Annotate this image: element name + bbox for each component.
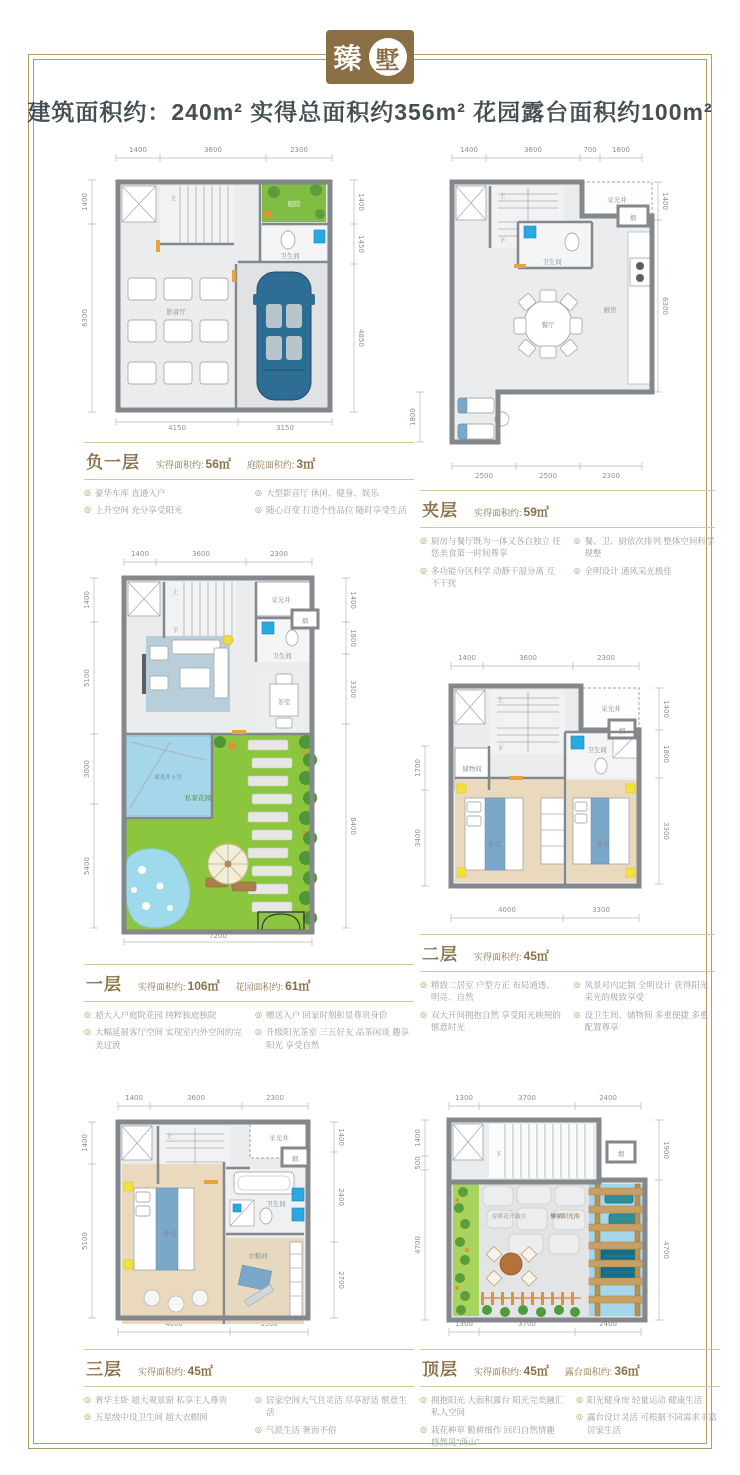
feature-item: ◎ 居家空间大气且灵活 尽享舒适 惬意生活 xyxy=(255,1395,407,1418)
feature-item: ◎ 大幅延展客厅空间 实现室内外空间的完美过渡 xyxy=(84,1027,242,1050)
svg-text:5100: 5100 xyxy=(83,669,91,687)
bullet-icon: ◎ xyxy=(255,505,262,515)
wardrobe xyxy=(541,798,565,864)
bullet-icon: ◎ xyxy=(255,488,262,497)
first-floor-info: 一层 实得面积约: 106㎡ 花园面积约: 61㎡ ◎ 超大入户庭院花园 纯粹独庭独院 ◎ 大幅延展客厅空间 实现室内外空间的完美过渡 ◎ 赠送入户 回家时刻彰显尊贵身价 ◎ 升级阳光茶室 三五好友 品茶闲谈 趣享阳光 享受自然 xyxy=(84,964,414,1051)
floorplan-first-floor xyxy=(80,546,358,951)
svg-text:1400: 1400 xyxy=(337,1128,345,1146)
car xyxy=(253,272,315,400)
floor-name: 负一层 xyxy=(86,453,140,472)
svg-text:6300: 6300 xyxy=(81,309,89,327)
svg-text:2400: 2400 xyxy=(337,1188,345,1206)
svg-text:烟: 烟 xyxy=(291,1155,299,1163)
feature-item: ◎ 五星级中设卫生间 超大衣帽间 xyxy=(84,1412,208,1423)
svg-text:上: 上 xyxy=(499,192,506,200)
svg-text:1400: 1400 xyxy=(125,1094,143,1102)
feature-item: ◎ 阳光健身房 轻量运动 健康生活 xyxy=(576,1395,703,1405)
svg-text:卫生间: 卫生间 xyxy=(587,746,607,754)
svg-text:卧室: 卧室 xyxy=(596,840,610,848)
feature-item: ◎ 随心百变 打造个性品位 随时享受生活 xyxy=(255,505,407,516)
washbasin-icon xyxy=(571,736,584,749)
svg-text:影音厅: 影音厅 xyxy=(166,308,186,316)
svg-text:1400: 1400 xyxy=(460,146,478,154)
washbasin-icon xyxy=(292,1208,304,1221)
svg-text:烟: 烟 xyxy=(617,1150,625,1158)
feature-item: ◎ 精致二居室 户型方正 布局通透、明亮、自然 xyxy=(420,980,555,1003)
floor-name: 夹层 xyxy=(422,501,458,520)
svg-text:1450: 1450 xyxy=(357,235,365,253)
feature-item: ◎ 升级阳光茶室 三五好友 品茶闲谈 趣享阳光 享受自然 xyxy=(255,1027,410,1050)
svg-text:上: 上 xyxy=(172,588,179,596)
bullet-icon: ◎ xyxy=(255,1027,262,1037)
bullet-icon: ◎ xyxy=(255,1424,262,1434)
bullet-icon: ◎ xyxy=(573,565,581,575)
roof-terrace-info: 顶层 实得面积约: 45㎡ 露台面积约: 36㎡ ◎ 拥抱阳光 大面积露台 阳光完美融汇私人空间 ◎ 栽花种草 勤耕细作 回归自然情趣 悠然见“西山” ◎ 阳光健身房 轻量运动 健康生活 ◎ 露台设计灵活 可根据不同需求丰富居家生活 xyxy=(420,1349,720,1448)
svg-text:1400: 1400 xyxy=(349,591,357,609)
svg-text:3700: 3700 xyxy=(518,1320,536,1328)
svg-text:1300: 1300 xyxy=(455,1320,473,1328)
feature-item: ◎ 奢华主卧 超大观景窗 私享主人尊贵 xyxy=(84,1395,228,1405)
feature-item: ◎ 赠送入户 回家时刻彰显尊贵身价 xyxy=(255,1010,388,1020)
svg-text:3600: 3600 xyxy=(524,146,542,154)
svg-text:8400: 8400 xyxy=(349,817,357,835)
svg-text:7200: 7200 xyxy=(209,932,227,940)
bullet-icon: ◎ xyxy=(573,980,581,989)
floorplan-third-floor xyxy=(78,1092,346,1344)
svg-text:餐厅: 餐厅 xyxy=(541,321,555,329)
svg-text:上: 上 xyxy=(166,1132,173,1140)
svg-text:1400: 1400 xyxy=(662,700,670,718)
page-title: 建筑面积约：240m² 实得总面积约356m² 花园露台面积约100m² xyxy=(27,99,713,125)
bullet-icon: ◎ xyxy=(420,1395,427,1404)
svg-text:2300: 2300 xyxy=(597,654,615,662)
svg-text:1400: 1400 xyxy=(131,550,149,558)
svg-text:1400: 1400 xyxy=(458,654,476,662)
svg-text:茶室: 茶室 xyxy=(277,698,291,706)
svg-text:3700: 3700 xyxy=(518,1094,536,1102)
dining-table xyxy=(514,290,582,358)
bullet-icon: ◎ xyxy=(255,1395,262,1404)
bullet-icon: ◎ xyxy=(573,1009,581,1019)
svg-text:1800: 1800 xyxy=(409,408,417,426)
bullet-icon: ◎ xyxy=(84,1010,91,1019)
toilet-icon xyxy=(260,1208,272,1224)
svg-text:4700: 4700 xyxy=(662,1241,670,1259)
bed-1 xyxy=(465,798,523,870)
svg-text:2500: 2500 xyxy=(475,472,493,480)
svg-text:2400: 2400 xyxy=(599,1320,617,1328)
brand-logo xyxy=(326,30,414,84)
floor-name: 二层 xyxy=(422,945,458,964)
floorplan-mezzanine xyxy=(406,140,674,485)
svg-text:上: 上 xyxy=(497,696,504,704)
svg-text:2400: 2400 xyxy=(599,1094,617,1102)
svg-text:客厅: 客厅 xyxy=(185,673,199,681)
floorplan-roof-terrace xyxy=(413,1092,671,1344)
svg-text:厨房: 厨房 xyxy=(603,306,617,314)
toilet-icon xyxy=(286,630,298,646)
pergola xyxy=(589,1184,643,1316)
logo-char-shu: 墅 xyxy=(375,46,400,74)
svg-text:懒躺阳光浴: 懒躺阳光浴 xyxy=(550,1214,580,1220)
svg-text:春暖花开露台: 春暖花开露台 xyxy=(491,1214,527,1220)
bathtub-icon xyxy=(234,1172,294,1194)
svg-text:2300: 2300 xyxy=(290,146,308,154)
feature-item: ◎ 设卫生间、储物间 多重便捷 多重配置尊享 xyxy=(573,1009,709,1032)
svg-text:1400: 1400 xyxy=(357,193,365,211)
feature-item: ◎ 风景对内定制 全明设计 获得阳光采光的极致享受 xyxy=(573,980,709,1003)
basement-info: 负一层 实得面积约: 56㎡ 庭院面积约: 3㎡ ◎ 豪华车库 直通入户 ◎ 上升空间 充分享受阳光 ◎ 大型影音厅 休闲、健身、娱乐 ◎ 随心百变 打造个性品位 随时享受生活 xyxy=(84,442,414,517)
svg-text:卫生间: 卫生间 xyxy=(280,252,300,260)
svg-text:1700: 1700 xyxy=(414,759,422,777)
floor-name: 三层 xyxy=(86,1360,122,1379)
svg-text:3600: 3600 xyxy=(192,550,210,558)
svg-text:1400: 1400 xyxy=(83,591,91,609)
third-floor-info: 三层 实得面积约: 45㎡ ◎ 奢华主卧 超大观景窗 私享主人尊贵 ◎ 五星级中设卫生间 超大衣帽间 ◎ 居家空间大气且灵活 尽享舒适 惬意生活 ◎ 气派生活 奢而不俗 xyxy=(84,1349,414,1436)
svg-text:1600: 1600 xyxy=(612,146,630,154)
feature-item: ◎ 厨房与餐厅既为一体又各自独立 任您美食第一时间尊享 xyxy=(420,536,561,559)
second-floor-info: 二层 实得面积约: 45㎡ ◎ 精致二居室 户型方正 布局通透、明亮、自然 ◎ 双大开间拥抱自然 享受阳光映照的惬意时光 ◎ 风景对内定制 全明设计 获得阳光采光的极致享受 ◎ 设卫生间、储物间 多重便捷 多重配置尊享 xyxy=(420,934,715,1033)
floorplan-second-floor xyxy=(413,650,671,928)
feature-item: ◎ 全明设计 通风采光极佳 xyxy=(573,565,672,576)
svg-text:3600: 3600 xyxy=(204,146,222,154)
bullet-icon: ◎ xyxy=(84,488,91,497)
feature-item: ◎ 豪华车库 直通入户 xyxy=(84,488,166,498)
feature-item: ◎ 拥抱阳光 大面积露台 阳光完美融汇私人空间 xyxy=(420,1395,564,1418)
toilet-icon xyxy=(281,231,295,249)
svg-text:卧室: 卧室 xyxy=(488,840,502,848)
bullet-icon: ◎ xyxy=(576,1412,583,1422)
svg-text:700: 700 xyxy=(583,146,597,154)
svg-text:下: 下 xyxy=(499,236,506,244)
feature-item: ◎ 多功能分区科学 动静干湿分离 互不干扰 xyxy=(420,565,555,588)
svg-text:1400: 1400 xyxy=(661,192,669,210)
svg-text:下: 下 xyxy=(172,626,179,634)
floor-name: 顶层 xyxy=(422,1360,458,1379)
svg-text:烟: 烟 xyxy=(618,727,626,735)
svg-text:卫生间: 卫生间 xyxy=(266,1200,286,1208)
svg-text:4700: 4700 xyxy=(414,1236,422,1254)
svg-text:1400: 1400 xyxy=(414,1129,422,1147)
svg-text:6300: 6300 xyxy=(661,297,669,315)
svg-text:1800: 1800 xyxy=(662,745,670,763)
bullet-icon: ◎ xyxy=(420,980,427,989)
bullet-icon: ◎ xyxy=(84,1395,91,1404)
svg-text:3300: 3300 xyxy=(349,680,357,698)
bullet-icon: ◎ xyxy=(420,1009,427,1019)
living-room xyxy=(142,635,233,712)
svg-text:庭院: 庭院 xyxy=(287,200,301,208)
svg-text:下: 下 xyxy=(497,744,504,752)
feature-item: ◎ 露台设计灵活 可根据不同需求丰富居家生活 xyxy=(576,1412,717,1435)
svg-text:卧室: 卧室 xyxy=(163,1230,177,1238)
svg-text:500: 500 xyxy=(414,1156,422,1170)
bullet-icon: ◎ xyxy=(420,1424,427,1434)
svg-text:卫生间: 卫生间 xyxy=(272,652,292,660)
svg-text:5100: 5100 xyxy=(81,1232,89,1250)
svg-text:3600: 3600 xyxy=(187,1094,205,1102)
svg-text:5400: 5400 xyxy=(83,857,91,875)
floorplan-basement xyxy=(76,140,368,432)
bullet-icon: ◎ xyxy=(573,536,581,545)
svg-text:2300: 2300 xyxy=(266,1094,284,1102)
svg-text:采光井: 采光井 xyxy=(607,196,627,204)
svg-text:1800: 1800 xyxy=(349,629,357,647)
svg-text:4850: 4850 xyxy=(357,329,365,347)
bullet-icon: ◎ xyxy=(420,536,427,545)
svg-text:1400: 1400 xyxy=(129,146,147,154)
svg-text:采光井: 采光井 xyxy=(269,1134,289,1142)
toilet-icon xyxy=(595,758,607,774)
svg-text:1900: 1900 xyxy=(662,1141,670,1159)
svg-text:1300: 1300 xyxy=(455,1094,473,1102)
svg-text:3300: 3300 xyxy=(592,906,610,914)
washbasin-icon xyxy=(292,1188,304,1201)
logo-char-zhen: 臻 xyxy=(333,43,362,74)
toilet-icon xyxy=(565,233,579,251)
seating-grid xyxy=(128,278,228,384)
bullet-icon: ◎ xyxy=(420,565,427,575)
feature-item: ◎ 栽花种草 勤耕细作 回归自然情趣 悠然见“西山” xyxy=(420,1424,555,1447)
feature-item: ◎ 大型影音厅 休闲、健身、娱乐 xyxy=(255,488,379,498)
bullet-icon: ◎ xyxy=(576,1395,583,1404)
washbasin-icon xyxy=(524,226,536,238)
svg-text:4000: 4000 xyxy=(498,906,516,914)
svg-text:3400: 3400 xyxy=(414,829,422,847)
feature-item: ◎ 超大入户庭院花园 纯粹独庭独院 xyxy=(84,1010,217,1020)
floor-name: 一层 xyxy=(86,975,122,994)
svg-text:1400: 1400 xyxy=(81,193,89,211)
feature-item: ◎ 气派生活 奢而不俗 xyxy=(255,1424,337,1435)
svg-text:卫生间: 卫生间 xyxy=(542,258,562,266)
svg-text:烟: 烟 xyxy=(629,214,637,222)
svg-text:采光井上空: 采光井上空 xyxy=(154,775,182,781)
kitchen-counter xyxy=(628,232,652,384)
bed-2 xyxy=(573,798,629,864)
svg-text:3150: 3150 xyxy=(276,424,294,432)
svg-text:采光井: 采光井 xyxy=(601,705,621,713)
svg-text:2300: 2300 xyxy=(270,550,288,558)
bullet-icon: ◎ xyxy=(255,1010,262,1019)
svg-text:私家花园: 私家花园 xyxy=(185,794,211,802)
svg-text:3600: 3600 xyxy=(519,654,537,662)
washbasin-icon xyxy=(314,230,325,243)
feature-item: ◎ 双大开间拥抱自然 享受阳光映照的惬意时光 xyxy=(420,1009,561,1032)
bullet-icon: ◎ xyxy=(84,1412,91,1422)
tea-room xyxy=(256,666,310,732)
svg-text:2700: 2700 xyxy=(337,1271,345,1289)
svg-text:烟: 烟 xyxy=(301,617,309,625)
svg-text:2300: 2300 xyxy=(602,472,620,480)
mezzanine-info: 夹层 实得面积约: 59㎡ ◎ 厨房与餐厅既为一体又各自独立 任您美食第一时间尊享 ◎ 多功能分区科学 动静干湿分离 互不干扰 ◎ 餐、卫、厨依次排列 整体空间科学规整 ◎ 全明设计 通风采光极佳 xyxy=(420,490,715,589)
svg-text:采光井: 采光井 xyxy=(271,596,291,604)
bullet-icon: ◎ xyxy=(84,505,91,515)
bullet-icon: ◎ xyxy=(84,1027,91,1037)
feature-item: ◎ 上升空间 充分享受阳光 xyxy=(84,505,183,516)
svg-text:下: 下 xyxy=(495,1150,502,1158)
feature-item: ◎ 餐、卫、厨依次排列 整体空间科学规整 xyxy=(573,536,715,559)
svg-text:衣帽间: 衣帽间 xyxy=(248,1252,268,1260)
washbasin-icon xyxy=(262,622,274,634)
bed xyxy=(134,1188,194,1270)
svg-text:1400: 1400 xyxy=(81,1134,89,1152)
svg-text:3000: 3000 xyxy=(83,760,91,778)
svg-text:4150: 4150 xyxy=(168,424,186,432)
svg-text:2500: 2500 xyxy=(539,472,557,480)
svg-text:3300: 3300 xyxy=(662,822,670,840)
logo-circle xyxy=(369,38,407,76)
svg-text:上: 上 xyxy=(170,194,177,202)
svg-text:储物间: 储物间 xyxy=(462,765,482,773)
